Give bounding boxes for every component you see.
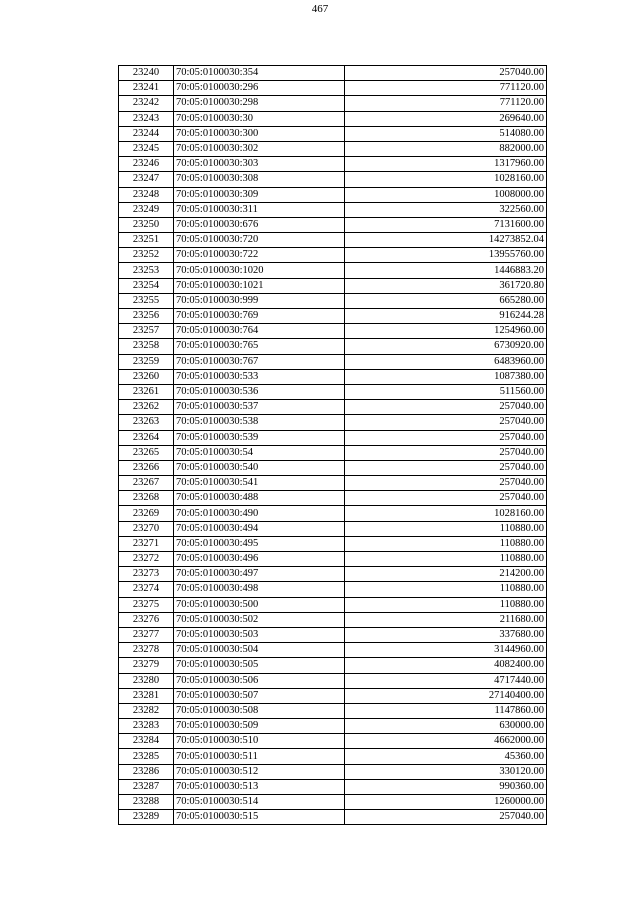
table-row — [119, 673, 547, 688]
row-number: 23254 — [119, 278, 174, 293]
table-row — [119, 779, 547, 794]
cadastral-number: 70:05:0100030:311 — [174, 202, 345, 217]
cadastral-number: 70:05:0100030:495 — [174, 536, 345, 551]
table-row — [119, 293, 547, 308]
row-number: 23255 — [119, 293, 174, 308]
value-amount: 257040.00 — [345, 415, 547, 430]
cadastral-number: 70:05:0100030:512 — [174, 764, 345, 779]
table-row — [119, 415, 547, 430]
cadastral-number: 70:05:0100030:509 — [174, 719, 345, 734]
row-number: 23287 — [119, 779, 174, 794]
cadastral-number: 70:05:0100030:764 — [174, 324, 345, 339]
cadastral-number: 70:05:0100030:765 — [174, 339, 345, 354]
row-number: 23246 — [119, 157, 174, 172]
value-amount: 110880.00 — [345, 597, 547, 612]
table-row — [119, 339, 547, 354]
table-row — [119, 703, 547, 718]
cadastral-number: 70:05:0100030:541 — [174, 476, 345, 491]
data-table — [118, 65, 547, 825]
value-amount: 214200.00 — [345, 567, 547, 582]
table-row — [119, 369, 547, 384]
table-row — [119, 810, 547, 825]
row-number: 23242 — [119, 96, 174, 111]
cadastral-number: 70:05:0100030:514 — [174, 795, 345, 810]
value-amount: 771120.00 — [345, 96, 547, 111]
table-row — [119, 521, 547, 536]
cadastral-number: 70:05:0100030:504 — [174, 643, 345, 658]
row-number: 23276 — [119, 612, 174, 627]
cadastral-number: 70:05:0100030:503 — [174, 627, 345, 642]
row-number: 23252 — [119, 248, 174, 263]
row-number: 23266 — [119, 460, 174, 475]
row-number: 23265 — [119, 445, 174, 460]
cadastral-number: 70:05:0100030:1020 — [174, 263, 345, 278]
row-number: 23285 — [119, 749, 174, 764]
table-row — [119, 96, 547, 111]
cadastral-number: 70:05:0100030:536 — [174, 384, 345, 399]
row-number: 23251 — [119, 233, 174, 248]
cadastral-number: 70:05:0100030:508 — [174, 703, 345, 718]
value-amount: 990360.00 — [345, 779, 547, 794]
value-amount: 1254960.00 — [345, 324, 547, 339]
table-row — [119, 445, 547, 460]
row-number: 23273 — [119, 567, 174, 582]
table-row — [119, 111, 547, 126]
row-number: 23259 — [119, 354, 174, 369]
value-amount: 1147860.00 — [345, 703, 547, 718]
value-amount: 771120.00 — [345, 81, 547, 96]
row-number: 23260 — [119, 369, 174, 384]
value-amount: 1008000.00 — [345, 187, 547, 202]
cadastral-number: 70:05:0100030:488 — [174, 491, 345, 506]
row-number: 23279 — [119, 658, 174, 673]
cadastral-number: 70:05:0100030:769 — [174, 309, 345, 324]
value-amount: 27140400.00 — [345, 688, 547, 703]
table-row — [119, 552, 547, 567]
cadastral-number: 70:05:0100030:298 — [174, 96, 345, 111]
row-number: 23263 — [119, 415, 174, 430]
cadastral-number: 70:05:0100030:308 — [174, 172, 345, 187]
value-amount: 3144960.00 — [345, 643, 547, 658]
value-amount: 6483960.00 — [345, 354, 547, 369]
cadastral-number: 70:05:0100030:505 — [174, 658, 345, 673]
row-number: 23241 — [119, 81, 174, 96]
cadastral-number: 70:05:0100030:30 — [174, 111, 345, 126]
table-row — [119, 217, 547, 232]
row-number: 23267 — [119, 476, 174, 491]
row-number: 23269 — [119, 506, 174, 521]
row-number: 23262 — [119, 400, 174, 415]
row-number: 23275 — [119, 597, 174, 612]
table-row — [119, 278, 547, 293]
table-row — [119, 597, 547, 612]
row-number: 23283 — [119, 719, 174, 734]
cadastral-number: 70:05:0100030:502 — [174, 612, 345, 627]
value-amount: 330120.00 — [345, 764, 547, 779]
table-row — [119, 506, 547, 521]
table-row — [119, 612, 547, 627]
row-number: 23257 — [119, 324, 174, 339]
table-row — [119, 126, 547, 141]
cadastral-number: 70:05:0100030:296 — [174, 81, 345, 96]
cadastral-number: 70:05:0100030:513 — [174, 779, 345, 794]
value-amount: 211680.00 — [345, 612, 547, 627]
table-row — [119, 66, 547, 81]
value-amount: 361720.80 — [345, 278, 547, 293]
value-amount: 269640.00 — [345, 111, 547, 126]
table-row — [119, 263, 547, 278]
row-number: 23247 — [119, 172, 174, 187]
cadastral-number: 70:05:0100030:354 — [174, 66, 345, 81]
row-number: 23240 — [119, 66, 174, 81]
cadastral-number: 70:05:0100030:540 — [174, 460, 345, 475]
value-amount: 665280.00 — [345, 293, 547, 308]
cadastral-number: 70:05:0100030:1021 — [174, 278, 345, 293]
value-amount: 257040.00 — [345, 460, 547, 475]
table-row — [119, 309, 547, 324]
value-amount: 322560.00 — [345, 202, 547, 217]
table-row — [119, 354, 547, 369]
table-row — [119, 764, 547, 779]
cadastral-number: 70:05:0100030:500 — [174, 597, 345, 612]
cadastral-number: 70:05:0100030:54 — [174, 445, 345, 460]
row-number: 23282 — [119, 703, 174, 718]
cadastral-number: 70:05:0100030:767 — [174, 354, 345, 369]
table-row — [119, 491, 547, 506]
value-amount: 7131600.00 — [345, 217, 547, 232]
cadastral-number: 70:05:0100030:537 — [174, 400, 345, 415]
cadastral-number: 70:05:0100030:303 — [174, 157, 345, 172]
cadastral-number: 70:05:0100030:309 — [174, 187, 345, 202]
row-number: 23243 — [119, 111, 174, 126]
table-row — [119, 567, 547, 582]
row-number: 23286 — [119, 764, 174, 779]
row-number: 23258 — [119, 339, 174, 354]
table-row — [119, 157, 547, 172]
value-amount: 110880.00 — [345, 536, 547, 551]
value-amount: 337680.00 — [345, 627, 547, 642]
cadastral-number: 70:05:0100030:300 — [174, 126, 345, 141]
table-row — [119, 187, 547, 202]
cadastral-number: 70:05:0100030:720 — [174, 233, 345, 248]
value-amount: 4662000.00 — [345, 734, 547, 749]
cadastral-number: 70:05:0100030:511 — [174, 749, 345, 764]
table-row — [119, 688, 547, 703]
value-amount: 110880.00 — [345, 552, 547, 567]
row-number: 23253 — [119, 263, 174, 278]
value-amount: 257040.00 — [345, 476, 547, 491]
page-number: 467 — [311, 3, 329, 15]
cadastral-number: 70:05:0100030:507 — [174, 688, 345, 703]
row-number: 23261 — [119, 384, 174, 399]
value-amount: 13955760.00 — [345, 248, 547, 263]
table-row — [119, 233, 547, 248]
table-row — [119, 658, 547, 673]
row-number: 23274 — [119, 582, 174, 597]
table-row — [119, 202, 547, 217]
table-row — [119, 460, 547, 475]
cadastral-number: 70:05:0100030:510 — [174, 734, 345, 749]
row-number: 23245 — [119, 141, 174, 156]
value-amount: 1317960.00 — [345, 157, 547, 172]
row-number: 23277 — [119, 627, 174, 642]
cadastral-number: 70:05:0100030:497 — [174, 567, 345, 582]
value-amount: 14273852.04 — [345, 233, 547, 248]
table-row — [119, 324, 547, 339]
table-row — [119, 795, 547, 810]
value-amount: 257040.00 — [345, 491, 547, 506]
value-amount: 1028160.00 — [345, 506, 547, 521]
table-row — [119, 627, 547, 642]
cadastral-number: 70:05:0100030:533 — [174, 369, 345, 384]
table-row — [119, 172, 547, 187]
table-row — [119, 582, 547, 597]
value-amount: 110880.00 — [345, 582, 547, 597]
value-amount: 511560.00 — [345, 384, 547, 399]
row-number: 23272 — [119, 552, 174, 567]
value-amount: 45360.00 — [345, 749, 547, 764]
row-number: 23256 — [119, 309, 174, 324]
table-row — [119, 536, 547, 551]
row-number: 23264 — [119, 430, 174, 445]
row-number: 23268 — [119, 491, 174, 506]
row-number: 23280 — [119, 673, 174, 688]
row-number: 23271 — [119, 536, 174, 551]
value-amount: 514080.00 — [345, 126, 547, 141]
table-row — [119, 643, 547, 658]
row-number: 23284 — [119, 734, 174, 749]
table-row — [119, 248, 547, 263]
row-number: 23288 — [119, 795, 174, 810]
value-amount: 257040.00 — [345, 400, 547, 415]
table-body — [119, 66, 547, 825]
cadastral-number: 70:05:0100030:676 — [174, 217, 345, 232]
table-row — [119, 749, 547, 764]
cadastral-number: 70:05:0100030:722 — [174, 248, 345, 263]
value-amount: 257040.00 — [345, 445, 547, 460]
cadastral-number: 70:05:0100030:498 — [174, 582, 345, 597]
value-amount: 1260000.00 — [345, 795, 547, 810]
table-row — [119, 81, 547, 96]
value-amount: 4082400.00 — [345, 658, 547, 673]
row-number: 23289 — [119, 810, 174, 825]
row-number: 23248 — [119, 187, 174, 202]
cadastral-number: 70:05:0100030:515 — [174, 810, 345, 825]
value-amount: 6730920.00 — [345, 339, 547, 354]
cadastral-number: 70:05:0100030:496 — [174, 552, 345, 567]
row-number: 23250 — [119, 217, 174, 232]
row-number: 23244 — [119, 126, 174, 141]
value-amount: 916244.28 — [345, 309, 547, 324]
row-number: 23249 — [119, 202, 174, 217]
value-amount: 257040.00 — [345, 810, 547, 825]
table-row — [119, 476, 547, 491]
cadastral-number: 70:05:0100030:538 — [174, 415, 345, 430]
value-amount: 4717440.00 — [345, 673, 547, 688]
value-amount: 1028160.00 — [345, 172, 547, 187]
value-amount: 110880.00 — [345, 521, 547, 536]
cadastral-number: 70:05:0100030:494 — [174, 521, 345, 536]
table-row — [119, 400, 547, 415]
value-amount: 257040.00 — [345, 66, 547, 81]
cadastral-number: 70:05:0100030:999 — [174, 293, 345, 308]
row-number: 23270 — [119, 521, 174, 536]
value-amount: 1087380.00 — [345, 369, 547, 384]
table-row — [119, 384, 547, 399]
value-amount: 1446883.20 — [345, 263, 547, 278]
cadastral-number: 70:05:0100030:490 — [174, 506, 345, 521]
row-number: 23281 — [119, 688, 174, 703]
value-amount: 882000.00 — [345, 141, 547, 156]
cadastral-number: 70:05:0100030:302 — [174, 141, 345, 156]
cadastral-number: 70:05:0100030:539 — [174, 430, 345, 445]
table-row — [119, 141, 547, 156]
value-amount: 630000.00 — [345, 719, 547, 734]
row-number: 23278 — [119, 643, 174, 658]
table-row — [119, 734, 547, 749]
table-row — [119, 719, 547, 734]
cadastral-number: 70:05:0100030:506 — [174, 673, 345, 688]
table-row — [119, 430, 547, 445]
value-amount: 257040.00 — [345, 430, 547, 445]
